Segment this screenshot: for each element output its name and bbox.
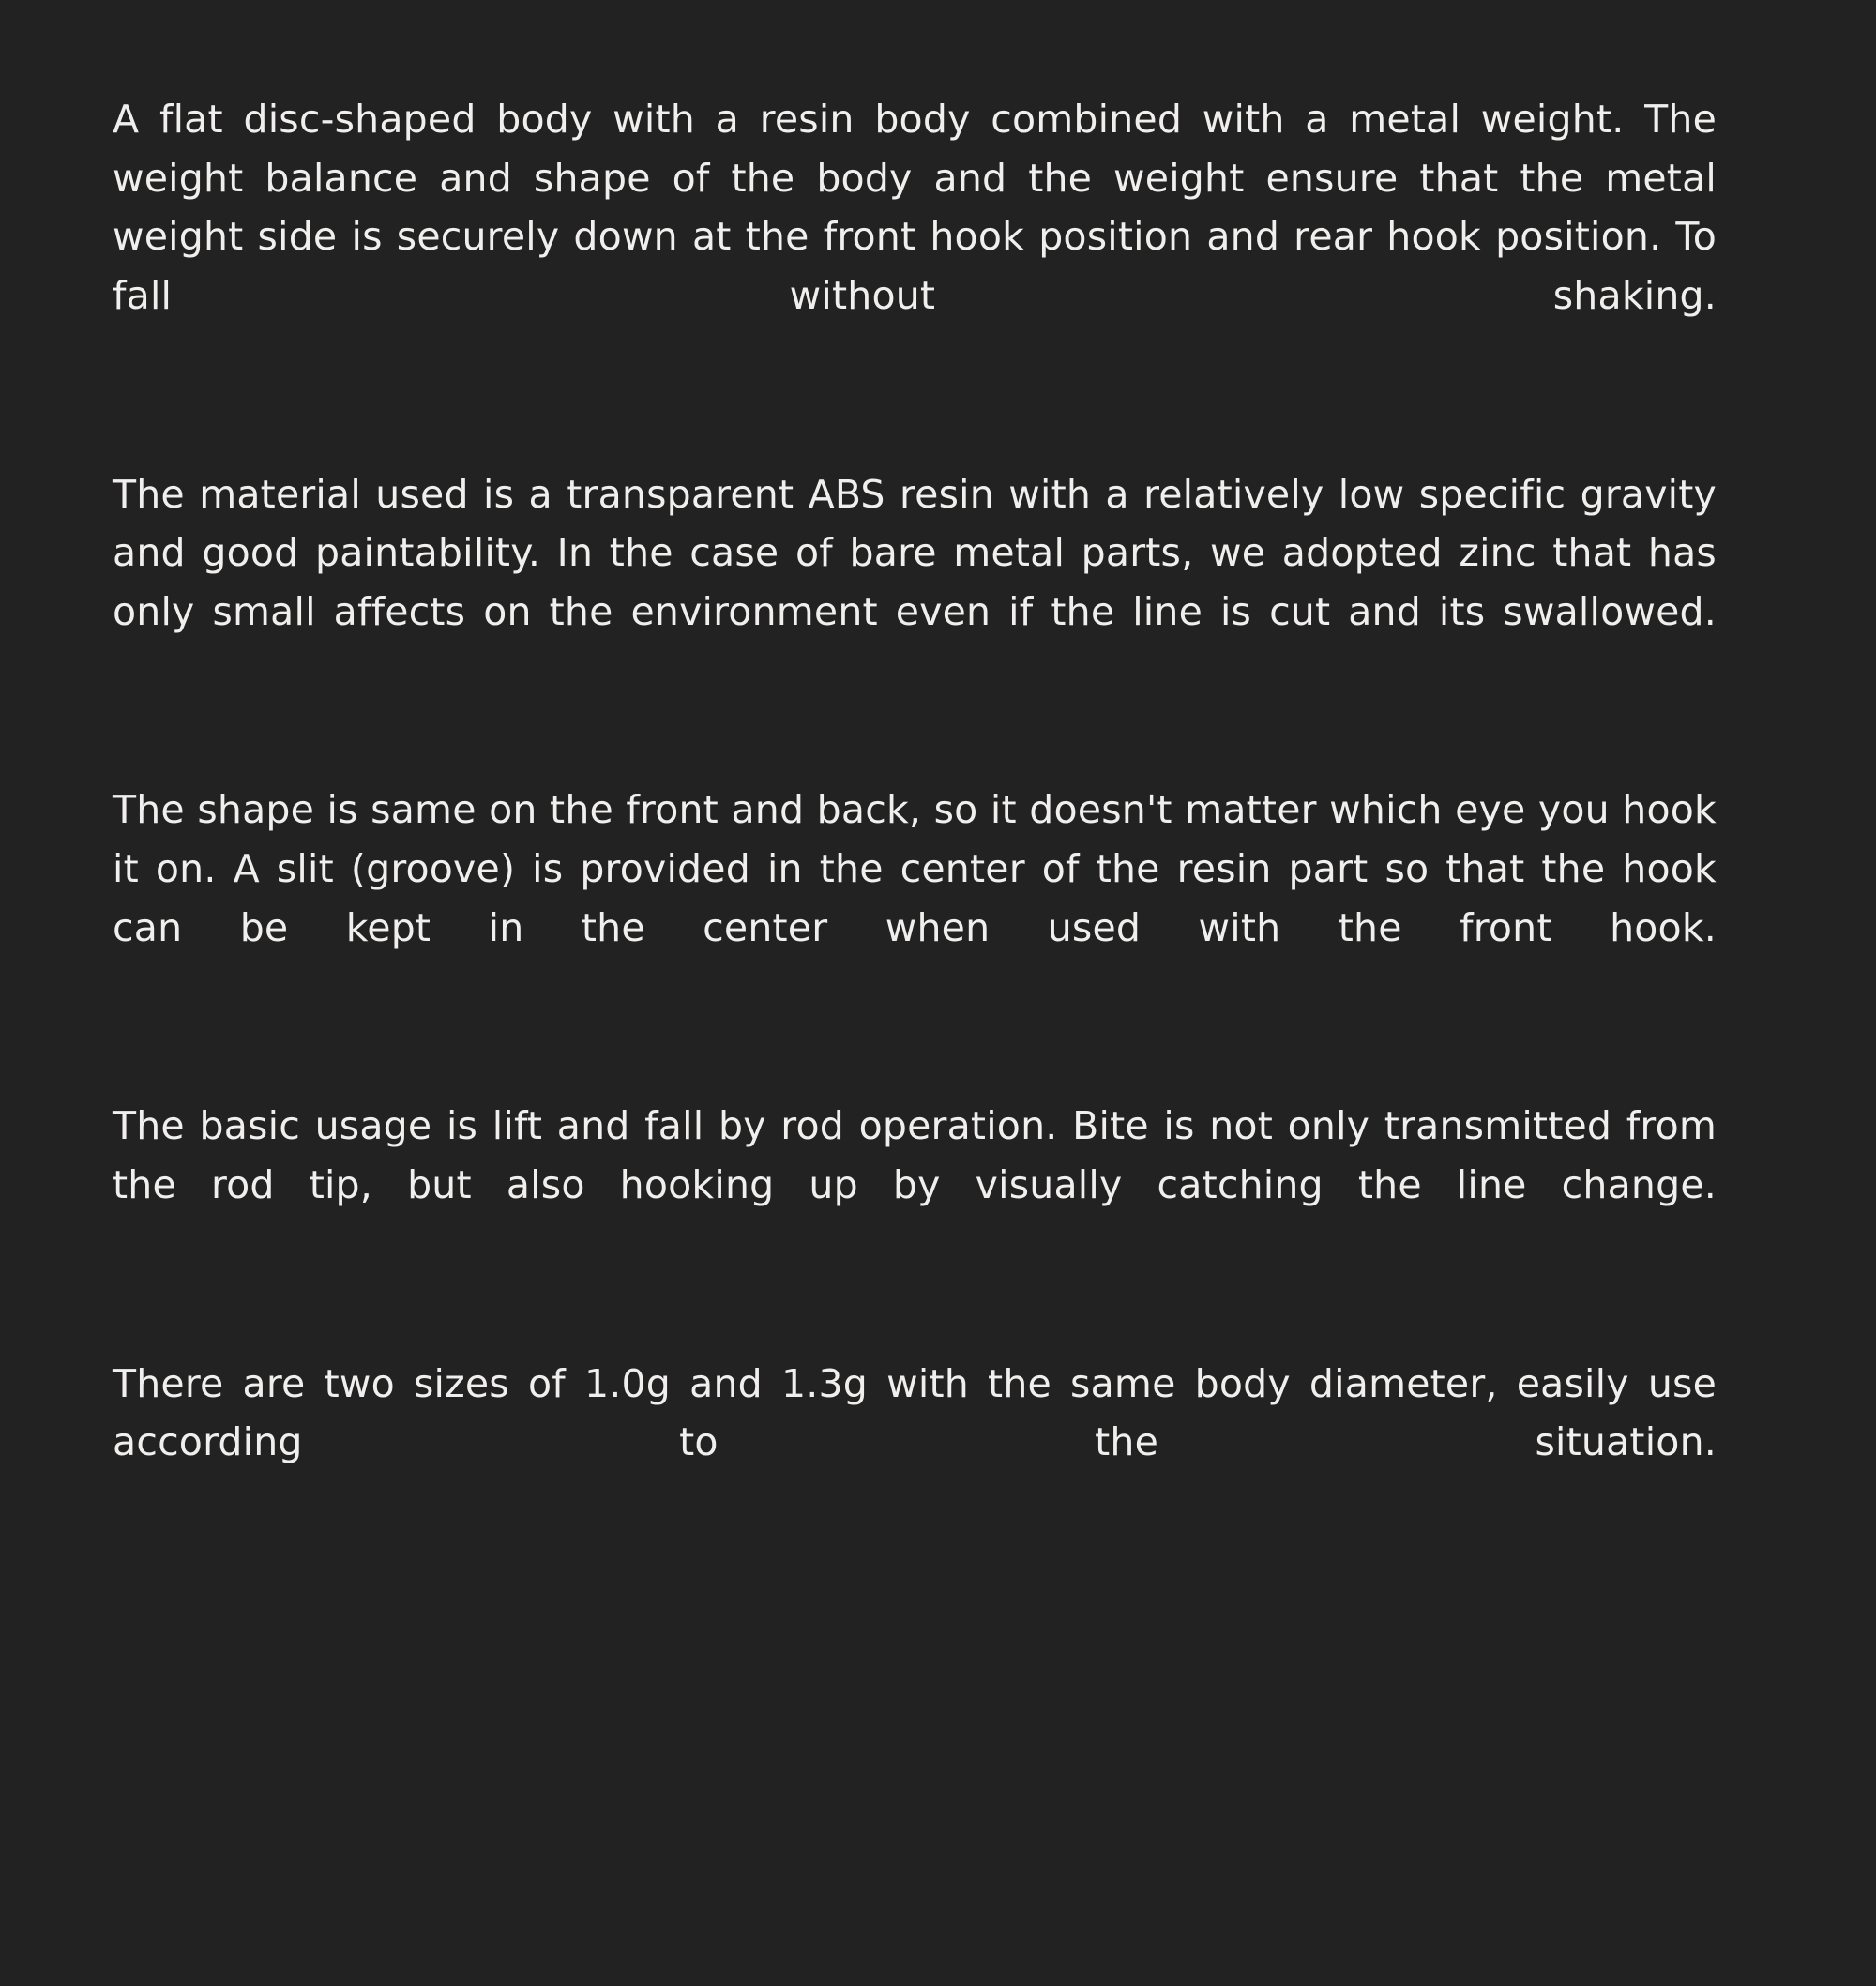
paragraph-4: The basic usage is lift and fall by rod operation. Bite is not only transmitted from the rod tip, but also hooking up by visually catching the line change.: [113, 1103, 1717, 1208]
paragraph-2: The material used is a transparent ABS resin with a relatively low specific gravity and good paintability. In the case of bare metal parts, we adopted zinc that has only small affects on the environment even if the line is cut and its swallowed.: [113, 471, 1717, 635]
document-body: [113, 90, 1717, 1531]
paragraph-5: There are two sizes of 1.0g and 1.3g with the same body diameter, easily use according to the situation.: [113, 1360, 1717, 1465]
paragraph-1: A flat disc-shaped body with a resin body combined with a metal weight. The weight balance and shape of the body and the weight ensure that the metal weight side is securely down at the front hook position and rear hook position. To fall without shaking.: [113, 97, 1717, 319]
paragraph-3: The shape is same on the front and back, so it doesn't matter which eye you hook it on. A slit (groove) is provided in the center of the resin part so that the hook can be kept in the center when used with the front hook.: [113, 787, 1717, 950]
